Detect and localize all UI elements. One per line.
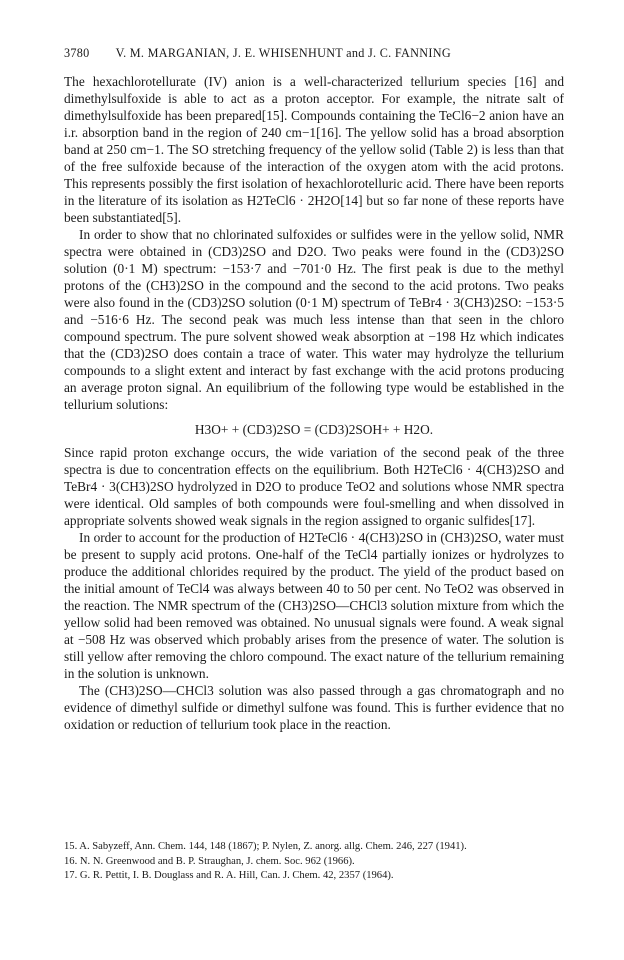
author-line: V. M. MARGANIAN, J. E. WHISENHUNT and J. C. FANNING — [115, 46, 451, 60]
running-header — [64, 46, 564, 61]
paragraph-2: In order to show that no chlorinated sulfoxides or sulfides were in the yellow solid, NMR spectra were obtained in (CD3)2SO and D2O. Two peaks were found in the (CD3)2SO solution (0·1 M) spectrum: −153·7 and −701·0 Hz. The first peak is due to the methyl protons of the (CH3)2SO in the compound and the second to the acid protons. Two peaks were also found in the (CD3)2SO solution (0·1 M) spectrum of TeBr4 · 3(CH3)2SO: −153·5 and −516·6 Hz. The second peak was much less intense than that seen in the chloro compound spectrum. The pure solvent showed weak absorption at −198 Hz which indicates that the (CD3)2SO does contain a trace of water. This water may hydrolyze the tellurium compounds to a slight extent and interact by fast exchange with the acid protons producing an average proton signal. An equilibrium of the following type would be established in the tellurium solutions: — [64, 227, 564, 412]
paragraph-3: Since rapid proton exchange occurs, the wide variation of the second peak of the three spectra is due to concentration effects on the equilibrium. Both H2TeCl6 · 4(CH3)2SO and TeBr4 · 3(CH3)2SO hydrolyzed in D2O to produce TeO2 and solutions whose NMR spectra were identical. Old samples of both compounds were foul-smelling and when dissolved in appropriate solvents showed weak signals in the region assigned to organic sulfides[17]. — [64, 445, 564, 528]
reference-16: 16. N. N. Greenwood and B. P. Straughan, J. chem. Soc. 962 (1966). — [64, 855, 355, 867]
reference-15: 15. A. Sabyzeff, Ann. Chem. 144, 148 (1867); P. Nylen, Z. anorg. allg. Chem. 246, 227 (1941). — [64, 841, 467, 852]
paragraph-1: The hexachlorotellurate (IV) anion is a well-characterized tellurium species [16] and dimethylsulfoxide is able to act as a proton acceptor. For example, the nitrate salt of dimethylsulfoxide has been prepared[15]. Compounds containing the TeCl6−2 anion have an i.r. absorption band in the region of 240 cm−1[16]. The yellow solid has a broad absorption band at 250 cm−1. The SO stretching frequency of the yellow solid (Table 2) is less than that of the free sulfoxide because of the interaction of the oxygen atom with the acid protons. This represents possibly the first isolation of hexachlorotelluric acid. There have been reports in the literature of its isolation as H2TeCl6 · 2H2O[14] but so far none of these reports have been substantiated[5]. — [64, 74, 564, 225]
page-number: 3780 — [64, 46, 90, 60]
reference-17: 17. G. R. Pettit, I. B. Douglass and R. A. Hill, Can. J. Chem. 42, 2357 (1964). — [64, 870, 394, 881]
references — [64, 840, 564, 884]
paragraph-4: In order to account for the production of H2TeCl6 · 4(CH3)2SO in (CH3)2SO, water must be present to supply acid protons. One-half of the TeCl4 partially ionizes or hydrolyzes to produce the additional chlorides required by the product. The yield of the product based on the initial amount of TeCl4 was always between 40 to 50 per cent. No TeO2 was observed in the reaction. The NMR spectrum of the (CH3)2SO—CHCl3 solution mixture from which the yellow solid had been removed was obtained. No unusual signals were found. A weak signal at −508 Hz was observed which probably arises from the presence of water. The solution is still yellow after removing the chloro compound. The exact nature of the tellurium remaining in the solution is unknown. — [64, 530, 564, 681]
equilibrium-equation: H3O+ + (CD3)2SO = (CD3)2SOH+ + H2O. — [194, 422, 434, 437]
body-text — [64, 73, 564, 733]
paragraph-5: The (CH3)2SO—CHCl3 solution was also passed through a gas chromatograph and no evidence of dimethyl sulfide or dimethyl sulfone was found. This is further evidence that no oxidation or reduction of tellurium took place in the reaction. — [64, 683, 564, 732]
